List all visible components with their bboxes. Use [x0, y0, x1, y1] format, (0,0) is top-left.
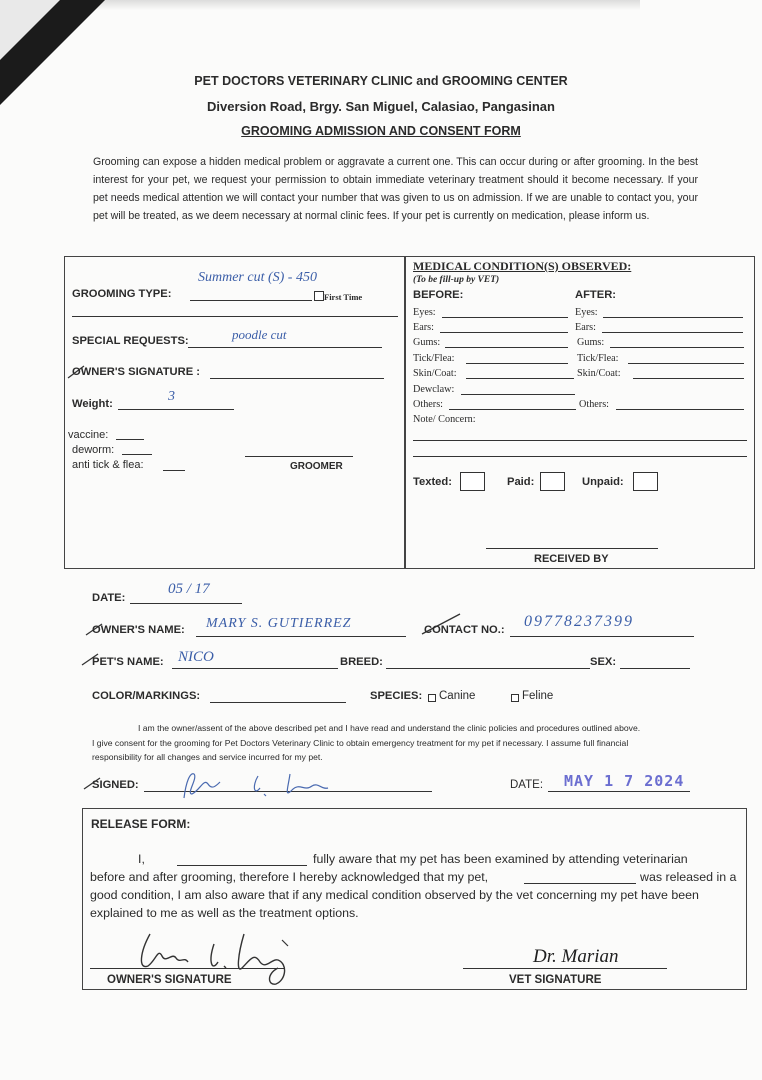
date-value[interactable]: 05 / 17 [168, 581, 210, 597]
contact-label: CONTACT NO.: [424, 624, 505, 636]
sex-line[interactable] [620, 668, 690, 669]
after-row-label: Others: [579, 399, 609, 410]
after-row-line[interactable] [628, 363, 744, 364]
received-by-line[interactable] [486, 548, 658, 549]
before-row-label: Eyes: [413, 307, 436, 318]
consent-date-label: DATE: [510, 779, 544, 791]
release-text: before and after grooming, therefore I hereby acknowledged that my pet, [90, 870, 489, 884]
release-owner-name-line[interactable] [177, 865, 307, 866]
intro-paragraph: Grooming can expose a hidden medical problem or aggravate a current one. This can occur during or after grooming. In the best interest for your pet, we request your permission to obtain immediate veterinary treatment should it become necessary. If your pet needs medical attention we will contact your number that was given to us on admission. If we are unable to contact you, your pet will be treated, as we deem necessary at normal clinic fees. If your pet is currently on medication, please inform us. [93, 156, 698, 222]
canine-label: Canine [439, 690, 476, 702]
vet-signature-value: Dr. Marian [533, 946, 619, 967]
check-mark-icon [66, 364, 86, 382]
before-row-line[interactable] [466, 363, 568, 364]
consent-text-line: I am the owner/assent of the above described pet and I have read and understand the clinic policies and procedures outlined above. [138, 723, 641, 733]
vaccine-line[interactable] [116, 439, 144, 440]
grooming-type-line [190, 300, 312, 301]
consent-date-line [548, 791, 690, 792]
release-text: good condition, I am also aware that if any medical condition observed by the vet concerning my pet have been [90, 888, 699, 902]
color-markings-line[interactable] [210, 702, 346, 703]
unpaid-label: Unpaid: [582, 476, 624, 488]
note-line[interactable] [413, 440, 747, 441]
before-row-label: Tick/Flea: [413, 353, 455, 364]
before-row-line[interactable] [461, 394, 575, 395]
before-label: BEFORE: [413, 289, 464, 301]
breed-label: BREED: [340, 656, 383, 668]
note-line[interactable] [413, 456, 747, 457]
after-row-line[interactable] [633, 378, 744, 379]
before-row-line[interactable] [466, 378, 574, 379]
sex-label: SEX: [590, 656, 617, 668]
species-label: SPECIES: [370, 690, 423, 702]
release-text: was released in a [640, 870, 737, 884]
pet-name-label: PET'S NAME: [92, 656, 164, 668]
release-text: fully aware that my pet has been examined by attending veterinarian [313, 852, 688, 866]
owner-signature-top-line[interactable] [210, 378, 384, 379]
after-row-label: Ears: [575, 322, 596, 333]
vaccine-label: vaccine: [68, 429, 109, 441]
paid-checkbox[interactable] [540, 472, 565, 491]
owner-name-label: OWNER'S NAME: [92, 624, 185, 636]
contact-value[interactable]: 09778237399 [524, 613, 634, 630]
antitick-label: anti tick & flea: [72, 459, 144, 471]
unpaid-checkbox[interactable] [633, 472, 658, 491]
color-markings-label: COLOR/MARKINGS: [92, 690, 201, 702]
received-by-label: RECEIVED BY [534, 553, 609, 565]
before-row-label: Ears: [413, 322, 434, 333]
texted-label: Texted: [413, 476, 452, 488]
medical-subtitle: (To be fill-up by VET) [413, 275, 500, 285]
weight-line [118, 409, 234, 410]
grooming-type-extra-line [72, 316, 398, 317]
consent-text-line: responsibility for all changes and service incurred for my pet. [92, 752, 323, 762]
before-row-label: Gums: [413, 337, 441, 348]
feline-label: Feline [522, 690, 554, 702]
owner-name-value[interactable]: MARY S. GUTIERREZ [206, 616, 352, 631]
owner-name-line [196, 636, 406, 637]
deworm-label: deworm: [72, 444, 115, 456]
after-row-line[interactable] [603, 317, 743, 318]
form-title: GROOMING ADMISSION AND CONSENT FORM [241, 124, 521, 138]
date-line [130, 603, 242, 604]
before-row-label: Skin/Coat: [413, 368, 457, 379]
first-time-checkbox[interactable] [314, 291, 324, 301]
release-title: RELEASE FORM: [91, 817, 191, 831]
note-concern-label: Note/ Concern: [413, 414, 476, 425]
before-row-line[interactable] [449, 409, 576, 410]
before-row-label: Others: [413, 399, 443, 410]
special-requests-value[interactable]: poodle cut [232, 327, 287, 342]
pet-name-value[interactable]: NICO [178, 649, 214, 665]
after-row-label: Eyes: [575, 307, 598, 318]
owner-signature-scribble [172, 764, 332, 806]
date-label: DATE: [92, 592, 126, 604]
release-text: explained to me as well as the treatment options. [90, 906, 359, 920]
grooming-box [64, 256, 406, 569]
feline-checkbox[interactable] [511, 694, 519, 702]
pet-name-line [172, 668, 338, 669]
grooming-type-label: GROOMING TYPE: [72, 288, 172, 300]
after-row-line[interactable] [610, 347, 744, 348]
after-row-label: Tick/Flea: [577, 353, 619, 364]
breed-line[interactable] [386, 668, 590, 669]
first-time-label: First Time [324, 292, 363, 302]
release-text: I, [138, 852, 145, 866]
folded-corner-highlight [0, 0, 60, 60]
contact-line [510, 636, 694, 637]
grooming-type-value[interactable]: Summer cut (S) - 450 [198, 270, 317, 285]
paper-top-edge [80, 0, 640, 10]
after-row-label: Skin/Coat: [577, 368, 621, 379]
groomer-label: GROOMER [290, 461, 343, 472]
clinic-name: PET DOCTORS VETERINARY CLINIC and GROOMING CENTER [194, 74, 568, 88]
groomer-signature-line[interactable] [245, 456, 353, 457]
medical-box [404, 256, 755, 569]
clinic-address: Diversion Road, Brgy. San Miguel, Calasiao, Pangasinan [207, 99, 555, 114]
weight-label: Weight: [72, 398, 113, 410]
vet-signature-label: VET SIGNATURE [509, 974, 602, 986]
after-row-line[interactable] [602, 332, 743, 333]
vet-signature-line[interactable] [463, 968, 667, 969]
weight-value[interactable]: 3 [168, 389, 175, 404]
canine-checkbox[interactable] [428, 694, 436, 702]
special-requests-line [188, 347, 382, 348]
before-row-line[interactable] [442, 317, 568, 318]
after-label: AFTER: [575, 289, 617, 301]
texted-checkbox[interactable] [460, 472, 485, 491]
after-row-line[interactable] [616, 409, 744, 410]
release-owner-signature-label: OWNER'S SIGNATURE [107, 974, 232, 986]
release-pet-line[interactable] [524, 883, 636, 884]
before-row-line[interactable] [445, 347, 568, 348]
owner-signature-top-label: OWNER'S SIGNATURE : [72, 366, 200, 378]
medical-title: MEDICAL CONDITION(S) OBSERVED: [413, 259, 632, 273]
special-requests-label: SPECIAL REQUESTS: [72, 335, 189, 347]
deworm-line[interactable] [122, 454, 152, 455]
paid-label: Paid: [507, 476, 535, 488]
antitick-line[interactable] [163, 470, 185, 471]
consent-text-line: I give consent for the grooming for Pet Doctors Veterinary Clinic to obtain emergency treatment for my pet if necessary. I assume full financial [92, 738, 629, 748]
signed-label: SIGNED: [92, 779, 139, 791]
before-row-line[interactable] [440, 332, 568, 333]
date-stamp: MAY 1 7 2024 [564, 772, 685, 790]
before-row-label: Dewclaw: [413, 384, 455, 395]
after-row-label: Gums: [577, 337, 605, 348]
